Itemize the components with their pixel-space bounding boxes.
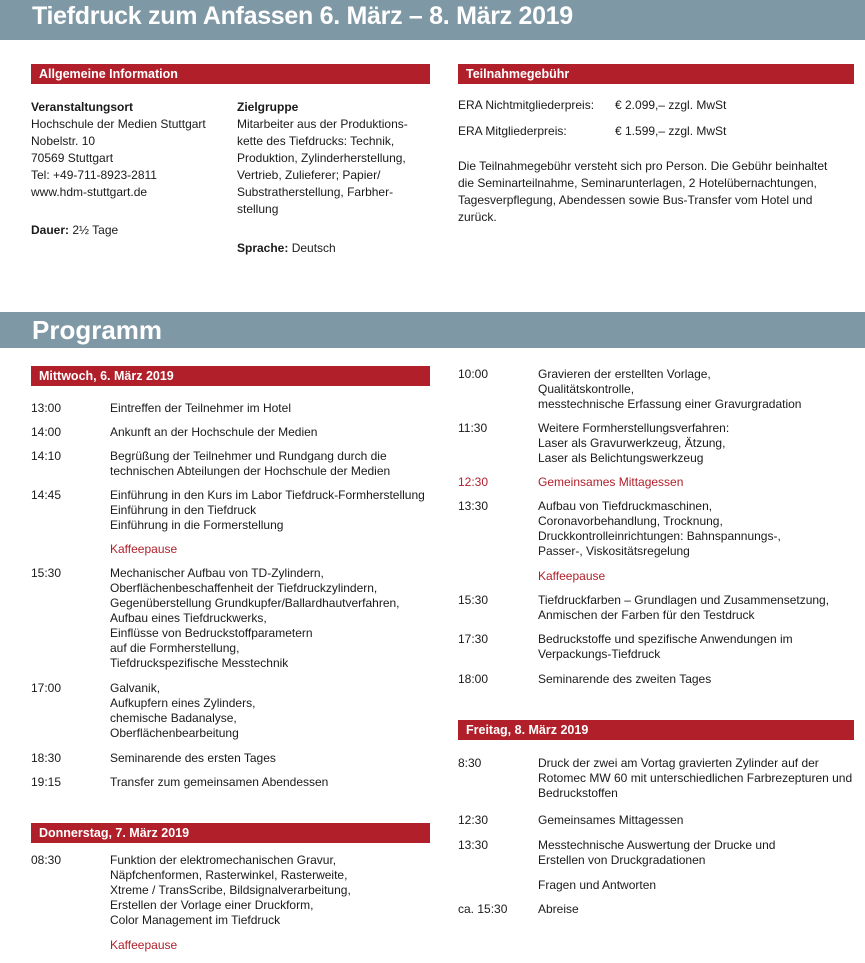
schedule-description (110, 938, 177, 953)
target-group-line: Vertrieb, Zulieferer; Papier/ (237, 168, 381, 182)
schedule-time: 17:00 (31, 681, 62, 695)
fee-heading: Teilnahmegebühr (458, 64, 854, 84)
schedule-line: Einführung in den Tiefdruck (110, 503, 257, 517)
schedule-line: Transfer zum gemeinsamen Abendessen (110, 775, 329, 789)
schedule-line: Rotomec MW 60 mit unterschiedlichen Farbrezepturen und (538, 771, 853, 785)
schedule-line: Einführung in den Kurs im Labor Tiefdruck-Formherstellung (110, 488, 425, 502)
fee-row (458, 123, 727, 140)
day-heading-thursday: Donnerstag, 7. März 2019 (31, 823, 430, 843)
general-info-heading: Allgemeine Information (31, 64, 430, 84)
fee-note-line: Tagesverpflegung, Abendessen sowie Bus-Transfer vom Hotel und (458, 193, 813, 207)
schedule-line: Gemeinsames Mittagessen (538, 475, 684, 489)
venue-label: Veranstaltungsort (31, 100, 134, 114)
schedule-line: Weitere Formherstellungsverfahren: (538, 421, 730, 435)
schedule-line: Näpfchenformen, Rasterwinkel, Rasterweite, (110, 868, 348, 882)
schedule-description (110, 542, 177, 557)
schedule-line: Laser als Gravurwerkzeug, Ätzung, (538, 436, 726, 450)
schedule-line: Messtechnische Auswertung der Drucke und (538, 838, 776, 852)
language-label: Sprache: (237, 241, 289, 255)
schedule-description (110, 681, 255, 741)
schedule-time: 13:00 (31, 401, 62, 415)
schedule-time: 14:45 (31, 488, 62, 502)
schedule-line: technischen Abteilungen der Hochschule der Medien (110, 464, 391, 478)
schedule-time: 10:00 (458, 367, 489, 381)
schedule-time: 14:10 (31, 449, 62, 463)
schedule-line: Passer-, Viskositätsregelung (538, 544, 690, 558)
schedule-description (538, 593, 829, 623)
schedule-description (538, 756, 852, 801)
schedule-line: Begrüßung der Teilnehmer und Rundgang durch die (110, 449, 387, 463)
schedule-line: Druck der zwei am Vortag gravierten Zylinder auf der (538, 756, 819, 770)
schedule-line: messtechnische Erfassung einer Gravurgradation (538, 397, 802, 411)
venue-line: 70569 Stuttgart (31, 151, 114, 165)
schedule-description (110, 853, 351, 928)
schedule-line: Color Management im Tiefdruck (110, 913, 281, 927)
schedule-time: 15:30 (458, 593, 489, 607)
schedule-description (538, 813, 683, 828)
schedule-line: Kaffeepause (538, 569, 606, 583)
schedule-line: Galvanik, (110, 681, 161, 695)
fee-note (458, 158, 827, 226)
title-banner (0, 0, 865, 40)
schedule-line: Kaffeepause (110, 542, 178, 556)
fee-value: € 2.099,– zzgl. MwSt (615, 98, 727, 112)
venue-phone: Tel: +49-711-8923-2811 (31, 168, 157, 182)
schedule-line: Aufkupfern eines Zylinders, (110, 696, 256, 710)
schedule-line: Abreise (538, 902, 579, 916)
day-heading-friday: Freitag, 8. März 2019 (458, 720, 854, 740)
schedule-line: Eintreffen der Teilnehmer im Hotel (110, 401, 291, 415)
schedule-line: Einflüsse von Bedruckstoffparametern (110, 626, 313, 640)
schedule-description (110, 401, 291, 416)
schedule-line: Tiefdruckspezifische Messtechnik (110, 656, 289, 670)
target-group-line: Mitarbeiter aus der Produktions- (237, 117, 408, 131)
schedule-line: Coronavorbehandlung, Trocknung, (538, 514, 723, 528)
language (237, 240, 336, 257)
schedule-description (538, 421, 729, 466)
schedule-line: Seminarende des zweiten Tages (538, 672, 712, 686)
schedule-description (538, 632, 793, 662)
target-group-line: stellung (237, 202, 279, 216)
duration-label: Dauer: (31, 223, 70, 237)
schedule-line: Einführung in die Formerstellung (110, 518, 284, 532)
schedule-time: 13:30 (458, 838, 489, 852)
venue-line: Nobelstr. 10 (31, 134, 96, 148)
schedule-description (538, 499, 781, 559)
venue-line: Hochschule der Medien Stuttgart (31, 117, 206, 131)
program-title: Programm (32, 315, 163, 345)
fee-label: ERA Mitgliederpreis: (458, 124, 567, 138)
schedule-time: 15:30 (31, 566, 62, 580)
schedule-line: Gegenüberstellung Grundkupfer/Ballardhautverfahren, (110, 596, 400, 610)
schedule-description (538, 902, 579, 917)
venue-block (31, 99, 206, 201)
schedule-line: Erstellen von Druckgradationen (538, 853, 706, 867)
schedule-description (110, 566, 400, 671)
duration (31, 222, 118, 239)
schedule-description (538, 475, 683, 490)
schedule-line: Gravieren der erstellten Vorlage, (538, 367, 711, 381)
target-group-line: Substratherstellung, Farbher- (237, 185, 394, 199)
fee-value: € 1.599,– zzgl. MwSt (615, 124, 727, 138)
target-group-line: kette des Tiefdrucks: Technik, (237, 134, 395, 148)
venue-website: www.hdm-stuttgart.de (31, 185, 148, 199)
schedule-time: 11:30 (458, 421, 488, 435)
schedule-time: 18:30 (31, 751, 62, 765)
program-banner (0, 312, 865, 348)
schedule-line: Gemeinsames Mittagessen (538, 813, 684, 827)
schedule-line: Bedruckstoffen (538, 786, 618, 800)
schedule-description (538, 672, 711, 687)
schedule-line: Mechanischer Aufbau von TD-Zylindern, (110, 566, 324, 580)
duration-value: 2½ Tage (69, 223, 119, 237)
target-group-line: Produktion, Zylinderherstellung, (237, 151, 406, 165)
schedule-description (538, 367, 801, 412)
schedule-description (110, 449, 390, 479)
schedule-description (538, 569, 605, 584)
schedule-line: Kaffeepause (110, 938, 178, 952)
schedule-time: 17:30 (458, 632, 489, 646)
schedule-time: 08:30 (31, 853, 62, 867)
fee-row (458, 97, 727, 114)
schedule-line: Laser als Belichtungswerkzeug (538, 451, 704, 465)
schedule-line: Verpackungs-Tiefdruck (538, 647, 661, 661)
schedule-line: Oberflächenbearbeitung (110, 726, 239, 740)
schedule-time: 12:30 (458, 475, 489, 489)
schedule-time: 12:30 (458, 813, 489, 827)
schedule-line: Qualitätskontrolle, (538, 382, 635, 396)
schedule-description (538, 838, 775, 868)
schedule-line: Xtreme / TransScribe, Bildsignalverarbeitung, (110, 883, 351, 897)
schedule-description (110, 488, 425, 533)
schedule-time: 18:00 (458, 672, 489, 686)
fee-note-line: die Seminarteilnahme, Seminarunterlagen, 2 Hotelübernachtungen, (458, 176, 817, 190)
schedule-line: Seminarende des ersten Tages (110, 751, 276, 765)
schedule-time: 13:30 (458, 499, 489, 513)
schedule-time: ca. 15:30 (458, 902, 508, 916)
schedule-line: Erstellen der Vorlage einer Druckform, (110, 898, 314, 912)
schedule-line: Aufbau eines Tiefdruckwerks, (110, 611, 267, 625)
schedule-time: 19:15 (31, 775, 62, 789)
fee-note-line: zurück. (458, 210, 497, 224)
schedule-line: Anmischen der Farben für den Testdruck (538, 608, 755, 622)
schedule-line: auf die Formherstellung, (110, 641, 240, 655)
language-value: Deutsch (288, 241, 336, 255)
schedule-line: Aufbau von Tiefdruckmaschinen, (538, 499, 713, 513)
target-group-label: Zielgruppe (237, 100, 299, 114)
schedule-time: 8:30 (458, 756, 482, 770)
schedule-line: Ankunft an der Hochschule der Medien (110, 425, 318, 439)
schedule-time: 14:00 (31, 425, 62, 439)
fee-label: ERA Nichtmitgliederpreis: (458, 98, 595, 112)
schedule-line: chemische Badanalyse, (110, 711, 237, 725)
schedule-line: Bedruckstoffe und spezifische Anwendungen im (538, 632, 793, 646)
schedule-description (110, 425, 317, 440)
schedule-description (538, 878, 656, 893)
schedule-line: Druckkontrolleinrichtungen: Bahnspannungs-, (538, 529, 781, 543)
fee-note-line: Die Teilnahmegebühr versteht sich pro Person. Die Gebühr beinhaltet (458, 159, 828, 173)
schedule-line: Tiefdruckfarben – Grundlagen und Zusammensetzung, (538, 593, 830, 607)
day-heading-wednesday: Mittwoch, 6. März 2019 (31, 366, 430, 386)
schedule-line: Funktion der elektromechanischen Gravur, (110, 853, 337, 867)
target-group-block (237, 99, 408, 218)
schedule-description (110, 751, 276, 766)
schedule-line: Oberflächenbeschaffenheit der Tiefdruckzylindern, (110, 581, 378, 595)
page-title: Tiefdruck zum Anfassen 6. März – 8. März 2019 (32, 2, 573, 30)
schedule-description (110, 775, 328, 790)
schedule-line: Fragen und Antworten (538, 878, 657, 892)
